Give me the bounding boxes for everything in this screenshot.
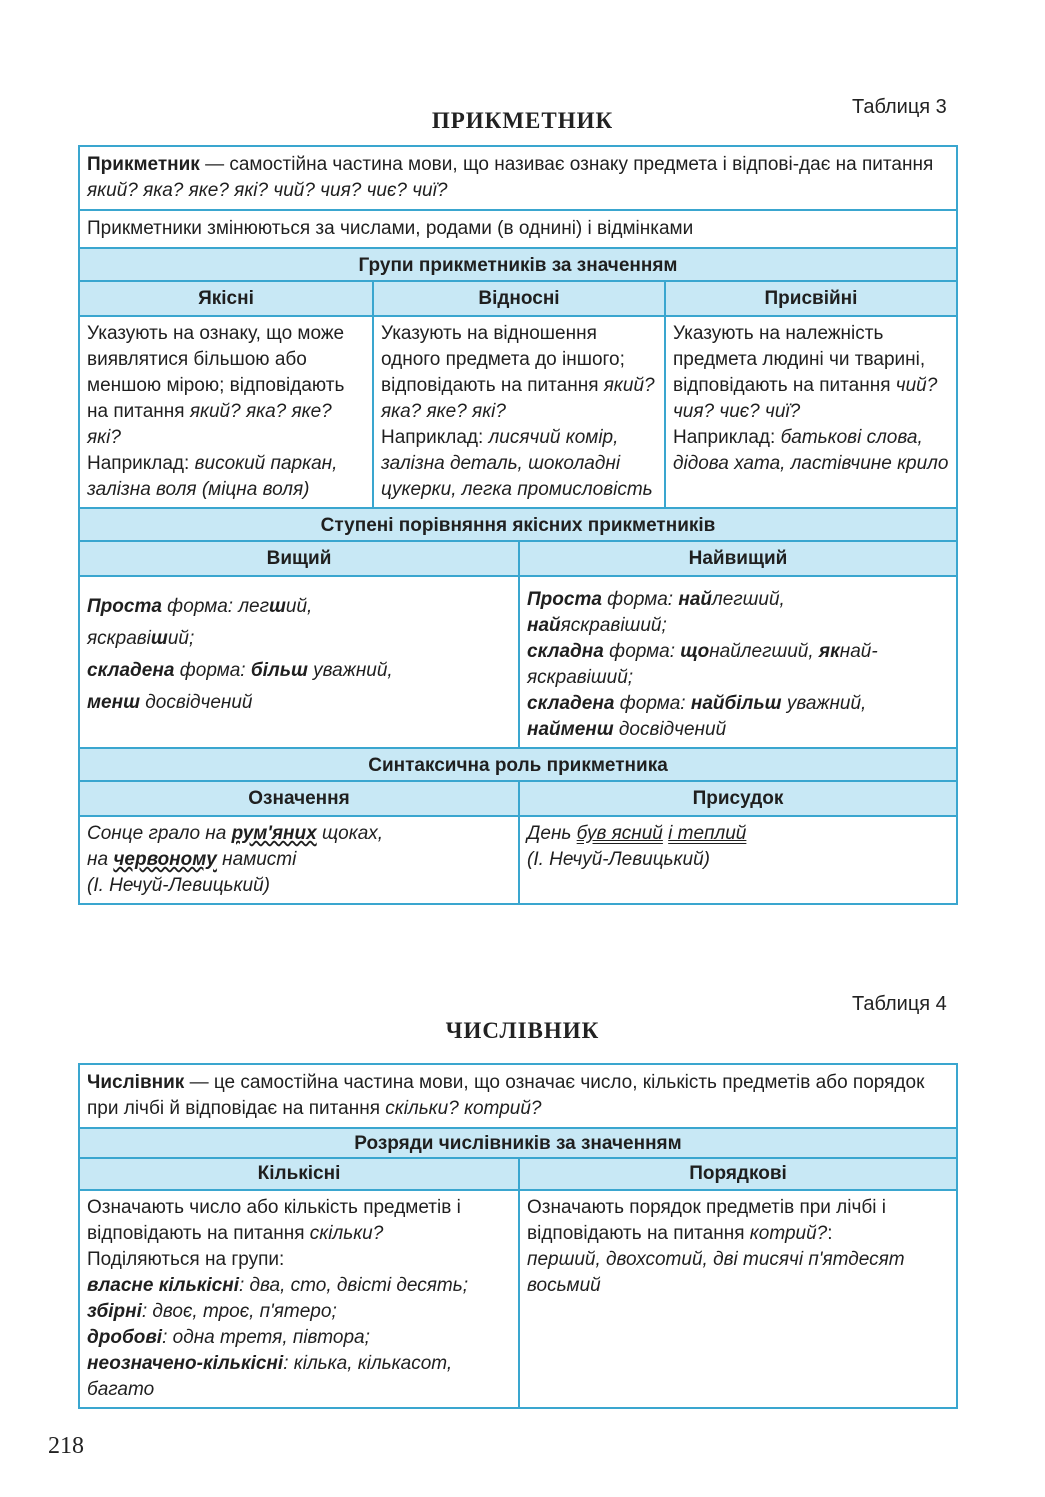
definition-text: — самостійна частина мови, що називає ознаку предмета і відпові-дає на питання [199, 154, 934, 175]
degree-name-highest: Найвищий [518, 542, 956, 575]
degree-examples-row [80, 575, 956, 747]
table-3-label: Таблиця 3 [852, 96, 947, 118]
numeral-table [78, 1063, 958, 1409]
group-desc-possessive: Указують на належність предмета людині чи тварині, відповідають на питання чий? чия? чиє? чиї? Наприклад: батькові слова, дідова хата, ластівчине крило [664, 317, 956, 507]
syntax-names-row [80, 780, 956, 815]
group-desc-row [80, 315, 956, 507]
adjective-title: ПРИКМЕТНИК [431, 108, 614, 133]
adjective-changes: Прикметники змінюються за числами, родами (в однині) і відмінками [80, 209, 956, 247]
group-name-possessive: Присвійні [664, 282, 956, 315]
numeral-definition: Числівник — це самостійна частина мови, що означає число, кількість предметів або порядок при лічбі й відповідає на питання скільки? котрий? [87, 1072, 925, 1119]
degrees-header: Ступені порівняння якісних прикметників [80, 507, 956, 540]
highest-degree-examples: Проста форма: найлегший, найяскравіший; складна форма: щонайлегший, якнай-яскравіший; складена форма: найбільш уважний, найменш досвідчений [518, 577, 956, 747]
group-name-relative: Відносні [372, 282, 664, 315]
group-name-qualitative: Якісні [80, 282, 372, 315]
rank-name-ordinal: Порядкові [518, 1159, 956, 1189]
rank-names-row [80, 1157, 956, 1189]
page-number: 218 [48, 1433, 84, 1459]
ordinal-description: Означають порядок предметів при лічбі і відповідають на питання котрий?: перший, двохсотий, дві тисячі п'ятдесят восьмий [518, 1191, 956, 1407]
table-4-label: Таблиця 4 [852, 993, 947, 1015]
group-desc-relative: Указують на відношення одного предмета до іншого; відповідають на питання який? яка? яке? які? Наприклад: лисячий комір, залізна деталь, шоколадні цукерки, легка промисловість [372, 317, 664, 507]
rank-name-cardinal: Кількісні [80, 1159, 518, 1189]
degree-names-row [80, 540, 956, 575]
numeral-definition-term: Числівник [87, 1072, 185, 1093]
syntax-header: Синтаксична роль прикметника [80, 747, 956, 780]
group-desc-qualitative: Указують на ознаку, що може виявлятися більшою або меншою мірою; відповідають на питання який? яка? яке? які? Наприклад: високий паркан, залізна воля (міцна воля) [87, 323, 345, 500]
attribute-example: Сонце грало на рум'яних щоках, на червоному намисті (І. Нечуй-Левицький) [87, 823, 384, 896]
cardinal-description: Означають число або кількість предметів і відповідають на питання скільки? Поділяються на групи: власне кількісні: два, сто, двісті десять; збірні: двоє, троє, п'ятеро; дробові: одна третя, півтора; неозначено-кількісні: кілька, кількасот, багато [87, 1197, 468, 1400]
adjective-definition [80, 147, 956, 209]
groups-header: Групи прикметників за значенням [80, 247, 956, 280]
syntax-name-attribute: Означення [80, 782, 518, 815]
numeral-title: ЧИСЛІВНИК [445, 1018, 600, 1043]
definition-term: Прикметник [87, 154, 200, 175]
higher-degree-examples: Проста форма: легший, яскравіший; складена форма: більш уважний, менш досвідчений [87, 596, 393, 713]
definition-questions: який? яка? яке? які? чий? чия? чиє? чиї? [87, 180, 448, 201]
adjective-table [78, 145, 958, 905]
rank-desc-row [80, 1189, 956, 1407]
ranks-header: Розряди числівників за значенням [80, 1127, 956, 1157]
degree-name-higher: Вищий [80, 542, 518, 575]
syntax-examples-row [80, 815, 956, 903]
predicate-example: День був ясний і теплий (І. Нечуй-Левицький) [518, 817, 956, 903]
syntax-name-predicate: Присудок [518, 782, 956, 815]
group-names-row [80, 280, 956, 315]
